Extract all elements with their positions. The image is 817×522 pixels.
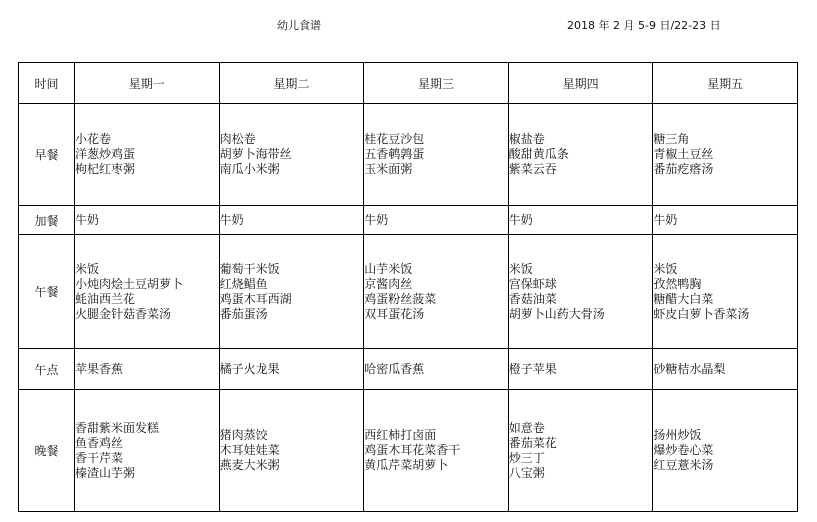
dish-item: 鱼香鸡丝 xyxy=(75,435,124,450)
menu-cell xyxy=(364,390,509,512)
dish-item: 胡萝卜山药大骨汤 xyxy=(508,306,605,321)
menu-cell xyxy=(219,104,364,206)
date-range: 2018 年 2 月 5-9 日/22-23 日 xyxy=(567,19,721,32)
meal-label: 午点 xyxy=(19,349,75,390)
dish-item: 番茄蛋汤 xyxy=(219,306,268,321)
dish-item: 爆炒卷心菜 xyxy=(653,443,714,457)
dish-item: 玉米面粥 xyxy=(364,162,413,176)
dish-item: 砂糖桔水晶梨 xyxy=(653,361,726,376)
dish-item: 牛奶 xyxy=(75,212,100,227)
menu-cell xyxy=(508,349,653,390)
dish-item: 如意卷 xyxy=(508,420,545,435)
menu-cell xyxy=(75,104,220,206)
menu-cell xyxy=(508,235,653,349)
meal-row xyxy=(19,206,798,235)
dish-item: 宫保虾球 xyxy=(508,276,557,291)
dish-item: 火腿金针菇香菜汤 xyxy=(75,306,172,321)
meal-row xyxy=(19,390,798,512)
menu-cell xyxy=(364,235,509,349)
dish-item: 炒三丁 xyxy=(508,450,545,465)
menu-cell xyxy=(508,104,653,206)
meal-row xyxy=(19,235,798,349)
menu-cell xyxy=(219,349,364,390)
dish-item: 鸡蛋粉丝菠菜 xyxy=(364,291,437,306)
dish-item: 米饭 xyxy=(75,261,100,276)
dish-item: 桂花豆沙包 xyxy=(364,132,425,146)
dish-item: 小花卷 xyxy=(75,132,112,146)
dish-item: 椒盐卷 xyxy=(508,132,545,146)
dish-item: 糖醋大白菜 xyxy=(653,291,714,306)
dish-item: 糖三角 xyxy=(653,132,690,146)
dish-item: 红烧鲳鱼 xyxy=(219,276,268,291)
dish-item: 山芋米饭 xyxy=(364,261,413,276)
dish-item: 京酱肉丝 xyxy=(364,276,413,291)
meal-row xyxy=(19,104,798,206)
dish-item: 小炖肉烩土豆胡萝卜 xyxy=(75,276,184,291)
menu-cell xyxy=(364,206,509,235)
dish-item: 橘子火龙果 xyxy=(219,361,280,376)
dish-item: 肉松卷 xyxy=(219,132,256,146)
meal-label: 晚餐 xyxy=(19,390,75,512)
menu-body xyxy=(19,104,798,512)
dish-item: 米饭 xyxy=(508,261,533,276)
menu-cell xyxy=(219,235,364,349)
dish-item: 木耳娃娃菜 xyxy=(219,443,280,457)
menu-cell xyxy=(653,104,798,206)
dish-item: 燕麦大米粥 xyxy=(219,458,280,472)
dish-item: 扬州炒饭 xyxy=(653,428,702,442)
dish-item: 虾皮白萝卜香菜汤 xyxy=(653,306,750,321)
meal-label: 午餐 xyxy=(19,235,75,349)
day-header: 星期一 xyxy=(75,63,220,104)
dish-item: 红豆薏米汤 xyxy=(653,458,714,472)
meal-label: 加餐 xyxy=(19,206,75,235)
dish-item: 葡萄干米饭 xyxy=(219,261,280,276)
page-title: 幼儿食谱 xyxy=(277,19,321,32)
day-header: 星期四 xyxy=(508,63,653,104)
dish-item: 蚝油西兰花 xyxy=(75,291,136,306)
header-row xyxy=(19,63,798,104)
dish-item: 孜然鸭胸 xyxy=(653,276,702,291)
dish-item: 八宝粥 xyxy=(508,465,545,480)
dish-item: 青椒土豆丝 xyxy=(653,147,714,161)
menu-cell xyxy=(364,349,509,390)
dish-item: 西红柿打卤面 xyxy=(364,428,437,442)
dish-item: 牛奶 xyxy=(364,212,389,227)
dish-item: 苹果香蕉 xyxy=(75,361,124,376)
menu-cell xyxy=(75,235,220,349)
dish-item: 哈密瓜香蕉 xyxy=(364,361,425,376)
menu-table xyxy=(18,62,798,512)
menu-cell xyxy=(653,206,798,235)
dish-item: 牛奶 xyxy=(653,212,678,227)
menu-cell xyxy=(219,390,364,512)
dish-item: 洋葱炒鸡蛋 xyxy=(75,147,136,161)
dish-item: 胡萝卜海带丝 xyxy=(219,147,292,161)
dish-item: 鸡蛋木耳西湖 xyxy=(219,291,292,306)
dish-item: 番茄菜花 xyxy=(508,435,557,450)
meal-label: 早餐 xyxy=(19,104,75,206)
menu-cell xyxy=(653,390,798,512)
corner-cell: 时间 xyxy=(19,63,75,104)
dish-item: 番茄疙瘩汤 xyxy=(653,162,714,176)
dish-item: 鸡蛋木耳花菜香干 xyxy=(364,443,461,457)
dish-item: 牛奶 xyxy=(508,212,533,227)
dish-item: 牛奶 xyxy=(219,212,244,227)
dish-item: 紫菜云吞 xyxy=(508,162,557,176)
menu-cell xyxy=(364,104,509,206)
dish-item: 黄瓜芹菜胡萝卜 xyxy=(364,458,449,472)
menu-cell xyxy=(75,390,220,512)
menu-cell xyxy=(75,206,220,235)
menu-cell xyxy=(653,235,798,349)
dish-item: 猪肉蒸饺 xyxy=(219,428,268,442)
menu-cell xyxy=(75,349,220,390)
dish-item: 香干芹菜 xyxy=(75,450,124,465)
dish-item: 香甜紫米面发糕 xyxy=(75,420,160,435)
menu-cell xyxy=(508,206,653,235)
dish-item: 香菇油菜 xyxy=(508,291,557,306)
day-header: 星期二 xyxy=(219,63,364,104)
dish-item: 南瓜小米粥 xyxy=(219,162,280,176)
meal-row xyxy=(19,349,798,390)
dish-item: 米饭 xyxy=(653,261,678,276)
dish-item: 榛渣山芋粥 xyxy=(75,465,136,480)
dish-item: 五香鹌鹑蛋 xyxy=(364,147,425,161)
day-header: 星期五 xyxy=(653,63,798,104)
menu-cell xyxy=(219,206,364,235)
menu-cell xyxy=(653,349,798,390)
menu-cell xyxy=(508,390,653,512)
day-header: 星期三 xyxy=(364,63,509,104)
dish-item: 酸甜黄瓜条 xyxy=(508,147,569,161)
dish-item: 双耳蛋花汤 xyxy=(364,306,425,321)
dish-item: 橙子苹果 xyxy=(508,361,557,376)
dish-item: 枸杞红枣粥 xyxy=(75,162,136,176)
